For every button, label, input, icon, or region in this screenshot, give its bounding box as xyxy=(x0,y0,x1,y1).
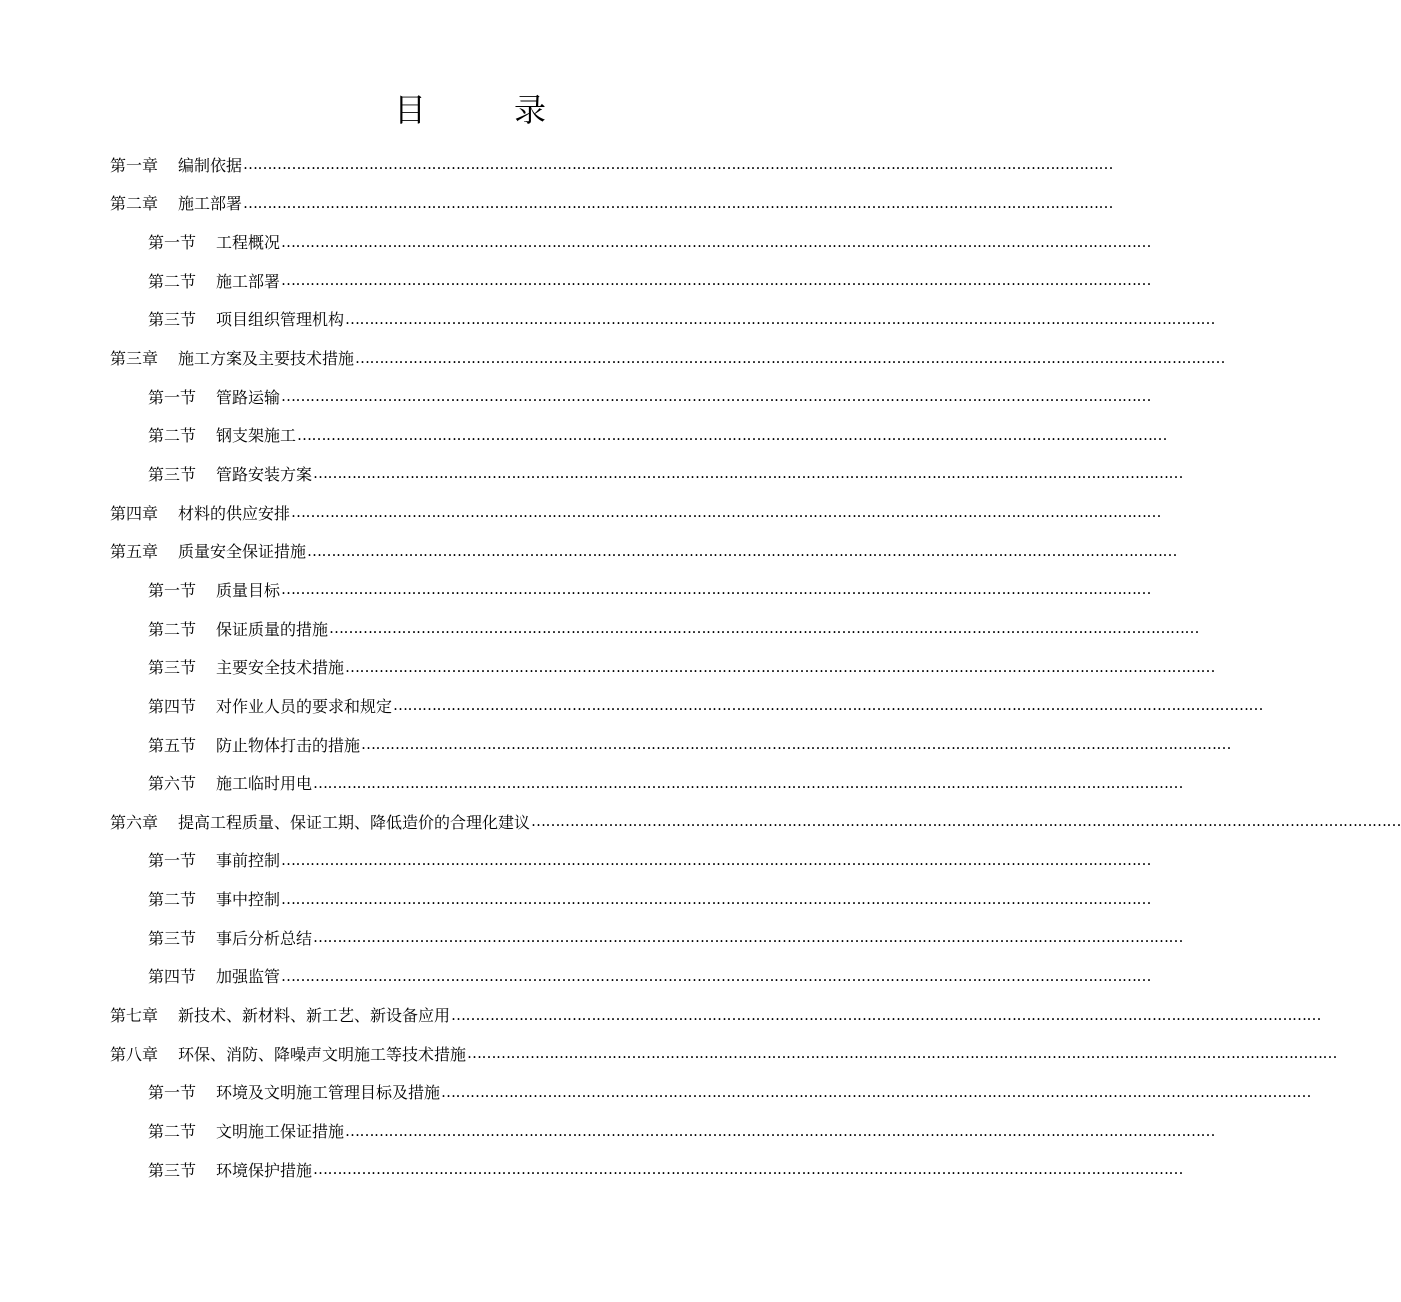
toc-dot-leader: ……………………………………………………………………………………………………………………………………………………………… xyxy=(313,928,1184,947)
toc-entry-number: 第二章 xyxy=(110,194,159,214)
toc-dot-leader: ……………………………………………………………………………………………………………………………………………………………… xyxy=(281,580,1152,599)
toc-entry-number: 第二节 xyxy=(148,890,197,910)
toc-dot-leader: ……………………………………………………………………………………………………………………………………………………………… xyxy=(281,232,1152,251)
toc-dot-leader: ……………………………………………………………………………………………………………………………………………………………… xyxy=(313,1160,1184,1179)
toc-entry-number: 第五章 xyxy=(110,542,159,562)
toc-dot-leader: ……………………………………………………………………………………………………………………………………………………………… xyxy=(281,966,1152,985)
toc-entry-title: 事后分析总结 xyxy=(216,928,313,948)
toc-entry-number: 第八章 xyxy=(110,1044,159,1064)
toc-chapter-entry[interactable] xyxy=(110,1034,1338,1073)
toc-dot-leader: ……………………………………………………………………………………………………………………………………………………………… xyxy=(307,541,1178,560)
toc-section-entry[interactable] xyxy=(148,261,1152,300)
toc-chapter-entry[interactable] xyxy=(110,802,1401,841)
toc-dot-leader: ……………………………………………………………………………………………………………………………………………………………… xyxy=(345,1121,1216,1140)
toc-dot-leader: ……………………………………………………………………………………………………………………………………………………………… xyxy=(329,619,1200,638)
toc-dot-leader: ……………………………………………………………………………………………………………………………………………………………… xyxy=(291,503,1162,522)
toc-section-entry[interactable] xyxy=(148,1073,1312,1112)
toc-section-entry[interactable] xyxy=(148,763,1184,802)
toc-section-entry[interactable] xyxy=(148,222,1152,261)
toc-dot-leader: ……………………………………………………………………………………………………………………………………………………………… xyxy=(345,657,1216,676)
toc-entry-title: 管路安装方案 xyxy=(216,464,313,484)
toc-section-entry[interactable] xyxy=(148,879,1152,918)
toc-entry-title: 主要安全技术措施 xyxy=(216,658,345,678)
toc-entry-number: 第七章 xyxy=(110,1006,159,1026)
toc-dot-leader: ……………………………………………………………………………………………………………………………………………………………… xyxy=(281,271,1152,290)
toc-chapter-entry[interactable] xyxy=(110,493,1162,532)
toc-section-entry[interactable] xyxy=(148,609,1200,648)
toc-entry-number: 第三节 xyxy=(148,928,197,948)
toc-entry-title: 施工部署 xyxy=(178,194,243,214)
toc-entry-title: 加强监管 xyxy=(216,967,281,987)
toc-section-entry[interactable] xyxy=(148,725,1232,764)
toc-dot-leader: ……………………………………………………………………………………………………………………………………………………………… xyxy=(345,309,1216,328)
toc-entry-title: 施工临时用电 xyxy=(216,774,313,794)
toc-title-char-2: 录 xyxy=(514,91,547,129)
toc-section-entry[interactable] xyxy=(148,570,1152,609)
toc-entry-number: 第一节 xyxy=(148,1083,197,1103)
toc-section-entry[interactable] xyxy=(148,918,1184,957)
toc-entry-number: 第六章 xyxy=(110,812,159,832)
toc-entry-number: 第五节 xyxy=(148,735,197,755)
toc-dot-leader: ……………………………………………………………………………………………………………………………………………………………… xyxy=(451,1005,1322,1024)
toc-entry-title: 项目组织管理机构 xyxy=(216,310,345,330)
toc-chapter-entry[interactable] xyxy=(110,145,1114,184)
toc-entry-title: 提高工程质量、保证工期、降低造价的合理化建议 xyxy=(178,812,531,832)
toc-dot-leader: ……………………………………………………………………………………………………………………………………………………………… xyxy=(281,889,1152,908)
toc-title xyxy=(0,86,940,134)
toc-entry-number: 第二节 xyxy=(148,619,197,639)
toc-section-entry[interactable] xyxy=(148,957,1152,996)
toc-section-entry[interactable] xyxy=(148,377,1152,416)
toc-section-entry[interactable] xyxy=(148,416,1168,455)
toc-entry-title: 事前控制 xyxy=(216,851,281,871)
toc-dot-leader: ……………………………………………………………………………………………………………………………………………………………… xyxy=(313,464,1184,483)
toc-entry-title: 对作业人员的要求和规定 xyxy=(216,696,393,716)
toc-section-entry[interactable] xyxy=(148,1150,1184,1189)
toc-section-entry[interactable] xyxy=(148,454,1184,493)
toc-entry-title: 编制依据 xyxy=(178,155,243,175)
toc-entry-number: 第一节 xyxy=(148,233,197,253)
toc-entry-title: 环境及文明施工管理目标及措施 xyxy=(216,1083,441,1103)
toc-entry-number: 第四节 xyxy=(148,696,197,716)
toc-dot-leader: ……………………………………………………………………………………………………………………………………………………………… xyxy=(531,812,1401,831)
toc-entry-number: 第二节 xyxy=(148,426,197,446)
toc-entry-number: 第一节 xyxy=(148,580,197,600)
toc-entry-title: 材料的供应安排 xyxy=(178,503,291,523)
toc-entry-title: 施工部署 xyxy=(216,271,281,291)
toc-title-char-1: 目 xyxy=(393,91,426,129)
toc-dot-leader: ……………………………………………………………………………………………………………………………………………………………… xyxy=(281,387,1152,406)
toc-section-entry[interactable] xyxy=(148,841,1152,880)
toc-entry-number: 第二节 xyxy=(148,1122,197,1142)
toc-entry-title: 新技术、新材料、新工艺、新设备应用 xyxy=(178,1006,451,1026)
toc-chapter-entry[interactable] xyxy=(110,995,1322,1034)
toc-entry-title: 环保、消防、降噪声文明施工等技术措施 xyxy=(178,1044,467,1064)
toc-dot-leader: ……………………………………………………………………………………………………………………………………………………………… xyxy=(361,735,1232,754)
toc-chapter-entry[interactable] xyxy=(110,338,1226,377)
toc-entry-number: 第四章 xyxy=(110,503,159,523)
toc-entry-number: 第三节 xyxy=(148,1160,197,1180)
toc-entry-title: 环境保护措施 xyxy=(216,1160,313,1180)
toc-entry-title: 工程概况 xyxy=(216,233,281,253)
toc-entry-title: 质量目标 xyxy=(216,580,281,600)
toc-entry-title: 施工方案及主要技术措施 xyxy=(178,349,355,369)
toc-entry-number: 第三节 xyxy=(148,464,197,484)
toc-dot-leader: ……………………………………………………………………………………………………………………………………………………………… xyxy=(243,155,1114,174)
toc-entry-title: 文明施工保证措施 xyxy=(216,1122,345,1142)
toc-entry-title: 防止物体打击的措施 xyxy=(216,735,361,755)
toc-entry-number: 第四节 xyxy=(148,967,197,987)
toc-entry-number: 第三节 xyxy=(148,658,197,678)
toc-section-entry[interactable] xyxy=(148,300,1216,339)
toc-dot-leader: ……………………………………………………………………………………………………………………………………………………………… xyxy=(441,1082,1312,1101)
toc-dot-leader: ……………………………………………………………………………………………………………………………………………………………… xyxy=(297,425,1168,444)
toc-dot-leader: ……………………………………………………………………………………………………………………………………………………………… xyxy=(281,850,1152,869)
toc-entry-title: 管路运输 xyxy=(216,387,281,407)
toc-entry-title: 事中控制 xyxy=(216,890,281,910)
toc-entry-number: 第一章 xyxy=(110,155,159,175)
toc-dot-leader: ……………………………………………………………………………………………………………………………………………………………… xyxy=(355,348,1226,367)
toc-entry-number: 第三章 xyxy=(110,349,159,369)
toc-entry-number: 第一节 xyxy=(148,851,197,871)
toc-entry-number: 第二节 xyxy=(148,271,197,291)
toc-entry-number: 第六节 xyxy=(148,774,197,794)
toc-entry-title: 钢支架施工 xyxy=(216,426,297,446)
toc-chapter-entry[interactable] xyxy=(110,532,1178,571)
toc-dot-leader: ……………………………………………………………………………………………………………………………………………………………… xyxy=(313,773,1184,792)
toc-entry-number: 第一节 xyxy=(148,387,197,407)
toc-section-entry[interactable] xyxy=(148,686,1264,725)
toc-section-entry[interactable] xyxy=(148,1111,1216,1150)
toc-dot-leader: ……………………………………………………………………………………………………………………………………………………………… xyxy=(243,193,1114,212)
toc-chapter-entry[interactable] xyxy=(110,184,1114,223)
toc-entry-number: 第三节 xyxy=(148,310,197,330)
toc-section-entry[interactable] xyxy=(148,647,1216,686)
toc-dot-leader: ……………………………………………………………………………………………………………………………………………………………… xyxy=(467,1044,1338,1063)
toc-dot-leader: ……………………………………………………………………………………………………………………………………………………………… xyxy=(393,696,1264,715)
toc-entry-title: 质量安全保证措施 xyxy=(178,542,307,562)
toc-entry-title: 保证质量的措施 xyxy=(216,619,329,639)
